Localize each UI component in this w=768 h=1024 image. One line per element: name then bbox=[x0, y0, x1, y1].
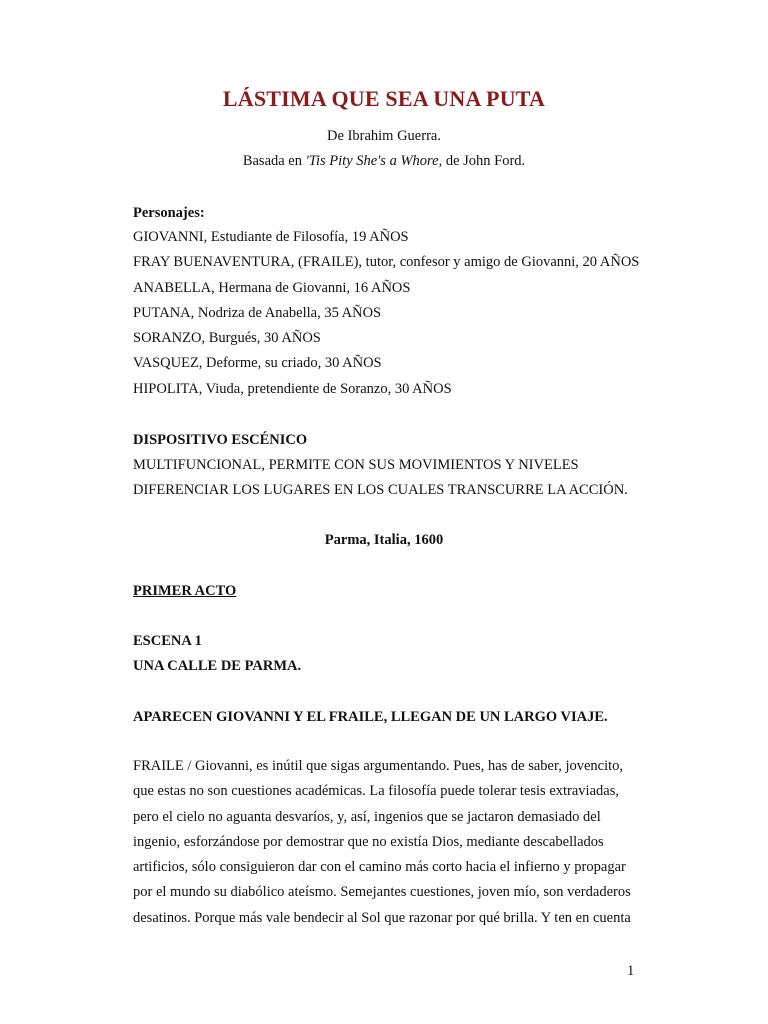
scene-number: ESCENA 1 bbox=[133, 633, 202, 649]
character-entry: PUTANA, Nodriza de Anabella, 35 AÑOS bbox=[133, 305, 382, 321]
dialogue-line: FRAILE / Giovanni, es inútil que sigas argumentando. Pues, has de saber, jovencito, bbox=[133, 758, 624, 774]
characters-heading: Personajes: bbox=[133, 205, 205, 221]
character-entry: GIOVANNI, Estudiante de Filosofía, 19 AÑOS bbox=[133, 229, 409, 245]
dialogue-paragraph bbox=[133, 754, 633, 931]
dialogue-line: por el mundo su diabólico ateísmo. Semejantes cuestiones, joven mío, son verdaderos bbox=[133, 884, 631, 901]
stage-line: DIFERENCIAR LOS LUGARES EN LOS CUALES TRANSCURRE LA ACCIÓN. bbox=[133, 482, 628, 498]
based-on-suffix: , de John Ford. bbox=[438, 153, 526, 169]
character-entry: HIPOLITA, Viuda, pretendiente de Soranzo, 30 AÑOS bbox=[133, 381, 452, 397]
dialogue-line: pero el cielo no aguanta desvaríos, y, así, ingenios que se jactaron demasiado del bbox=[133, 808, 601, 825]
based-on-line bbox=[0, 153, 768, 170]
setting-line: Parma, Italia, 1600 bbox=[324, 532, 444, 548]
character-entry: ANABELLA, Hermana de Giovanni, 16 AÑOS bbox=[133, 280, 411, 296]
character-entry: FRAY BUENAVENTURA, (FRAILE), tutor, confesor y amigo de Giovanni, 20 AÑOS bbox=[133, 254, 640, 270]
dialogue-line: artificios, sólo consiguieron dar con el camino más corto hacia el infierno y propagar bbox=[133, 859, 626, 876]
character-entry: SORANZO, Burgués, 30 AÑOS bbox=[133, 330, 321, 346]
character-entry: VASQUEZ, Deforme, su criado, 30 AÑOS bbox=[133, 355, 382, 371]
stage-direction: APARECEN GIOVANNI Y EL FRAILE, LLEGAN DE UN LARGO VIAJE. bbox=[133, 709, 608, 725]
act-heading: PRIMER ACTO bbox=[133, 583, 237, 599]
dialogue-line: desatinos. Porque más vale bendecir al Sol que razonar por qué brilla. Y ten en cuenta bbox=[133, 909, 631, 926]
page-number: 1 bbox=[627, 963, 635, 979]
stage-line: MULTIFUNCIONAL, PERMITE CON SUS MOVIMIENTOS Y NIVELES bbox=[133, 457, 579, 473]
based-on-prefix: Basada en bbox=[242, 153, 306, 169]
dialogue-line: ingenio, esforzándose por demostrar que no existía Dios, mediante descabellados bbox=[133, 833, 604, 850]
stage-heading: DISPOSITIVO ESCÉNICO bbox=[133, 432, 308, 448]
dialogue-line: que estas no son cuestiones académicas. La filosofía puede tolerar tesis extraviadas, bbox=[133, 783, 619, 800]
based-on-work: 'Tis Pity She's a Whore bbox=[305, 153, 439, 169]
author-line: De Ibrahim Guerra. bbox=[327, 128, 441, 144]
document-title: LÁSTIMA QUE SEA UNA PUTA bbox=[222, 86, 546, 111]
scene-place: UNA CALLE DE PARMA. bbox=[133, 658, 302, 674]
